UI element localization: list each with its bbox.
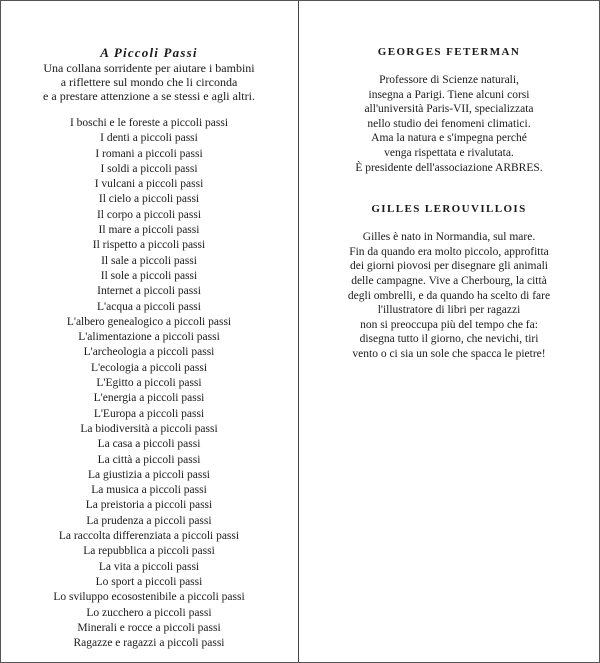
bio-line: Gilles è nato in Normandia, sul mare. bbox=[362, 231, 536, 244]
series-title-item: L'energia a piccoli passi bbox=[93, 392, 205, 405]
author-bio bbox=[299, 73, 599, 175]
series-title-item: Ragazze e ragazzi a piccoli passi bbox=[73, 637, 225, 650]
series-title-item: I soldi a piccoli passi bbox=[100, 162, 198, 175]
series-title-item: Lo sviluppo ecosostenibile a piccoli passi bbox=[53, 591, 245, 604]
author-bio bbox=[299, 230, 599, 361]
series-title-item: La biodiversità a piccoli passi bbox=[80, 422, 218, 435]
bio-line: dei giorni piovosi per disegnare gli animali bbox=[349, 260, 548, 273]
series-title-item: Il sale a piccoli passi bbox=[101, 254, 197, 267]
series-title-item: L'acqua a piccoli passi bbox=[97, 300, 201, 313]
author-name: GEORGES FETERMAN bbox=[377, 46, 521, 58]
bio-line: Fin da quando era molto piccolo, approfitta bbox=[349, 245, 549, 258]
series-title-item: I vulcani a piccoli passi bbox=[94, 178, 204, 191]
series-title-item: La preistoria a piccoli passi bbox=[85, 499, 213, 512]
series-title-item: Minerali e rocce a piccoli passi bbox=[77, 621, 221, 634]
series-title-item: La giustizia a piccoli passi bbox=[88, 468, 210, 481]
bio-line: disegna tutto il giorno, che nevichi, tiri bbox=[359, 333, 539, 346]
series-title-item: Lo sport a piccoli passi bbox=[95, 575, 203, 588]
bio-line: all'università Paris-VII, specializzata bbox=[364, 103, 534, 116]
bio-line: insegna a Parigi. Tiene alcuni corsi bbox=[368, 88, 530, 101]
series-title-item: La prudenza a piccoli passi bbox=[86, 514, 212, 527]
bio-line: nello studio dei fenomeni climatici. bbox=[367, 117, 531, 130]
author-name: GILLES LEROUVILLOIS bbox=[371, 203, 527, 216]
bio-line: vento o ci sia un sole che spacca le pietre! bbox=[352, 347, 546, 360]
series-title-item: Il mare a piccoli passi bbox=[98, 224, 200, 237]
series-title-item: L'ecologia a piccoli passi bbox=[90, 361, 208, 374]
author-block-lerouvillois bbox=[299, 202, 599, 361]
bio-line: Ama la natura e s'impegna perché bbox=[371, 132, 527, 145]
series-title-item: Il cielo a piccoli passi bbox=[98, 193, 200, 206]
series-title-item: La vita a piccoli passi bbox=[98, 560, 200, 573]
bio-line: È presidente dell'associazione ARBRES. bbox=[355, 161, 543, 174]
bio-line: venga rispettata e rivalutata. bbox=[384, 146, 514, 159]
bio-line: degli ombrelli, e da quando ha scelto di fare bbox=[347, 289, 551, 302]
series-title-list bbox=[1, 116, 297, 651]
series-title-item: I denti a piccoli passi bbox=[100, 132, 198, 145]
series-title-item: Internet a piccoli passi bbox=[97, 285, 201, 298]
series-title: A Piccoli Passi bbox=[100, 45, 198, 60]
series-title-item: L'Europa a piccoli passi bbox=[93, 407, 205, 420]
series-title-item: I romani a piccoli passi bbox=[95, 147, 203, 160]
series-title-item: Il sole a piccoli passi bbox=[100, 269, 198, 282]
bio-line: non si preoccupa più del tempo che fa: bbox=[360, 318, 538, 331]
series-description-line: Una collana sorridente per aiutare i bambini bbox=[43, 61, 255, 75]
left-page bbox=[1, 45, 297, 651]
bio-line: Professore di Scienze naturali, bbox=[379, 74, 519, 86]
series-title-item: L'albero genealogico a piccoli passi bbox=[66, 315, 232, 328]
series-title-item: La raccolta differenziata a piccoli passi bbox=[58, 530, 240, 543]
series-title-item: Lo zucchero a piccoli passi bbox=[86, 606, 212, 619]
series-title-item: La musica a piccoli passi bbox=[91, 484, 207, 497]
series-title-item: L'alimentazione a piccoli passi bbox=[78, 331, 220, 344]
series-description-line: a riflettere sul mondo che li circonda bbox=[60, 75, 238, 89]
series-title-item: L'archeologia a piccoli passi bbox=[83, 346, 215, 359]
series-title-item: Il rispetto a piccoli passi bbox=[92, 239, 206, 252]
series-title-item: La città a piccoli passi bbox=[97, 453, 201, 466]
series-title-item: La casa a piccoli passi bbox=[97, 438, 201, 451]
series-title-item: Il corpo a piccoli passi bbox=[96, 208, 202, 221]
bio-line: delle campagne. Vive a Cherbourg, la città bbox=[351, 274, 547, 287]
series-title-item: I boschi e le foreste a piccoli passi bbox=[69, 117, 229, 129]
author-block-feterman bbox=[299, 45, 599, 175]
series-description bbox=[1, 61, 297, 103]
right-page bbox=[299, 45, 599, 362]
series-description-line: e a prestare attenzione a se stessi e agli altri. bbox=[43, 89, 255, 103]
series-title-item: La repubblica a piccoli passi bbox=[83, 545, 215, 558]
bio-line: l'illustratore di libri per ragazzi bbox=[377, 304, 521, 317]
series-title-item: L'Egitto a piccoli passi bbox=[96, 377, 202, 390]
